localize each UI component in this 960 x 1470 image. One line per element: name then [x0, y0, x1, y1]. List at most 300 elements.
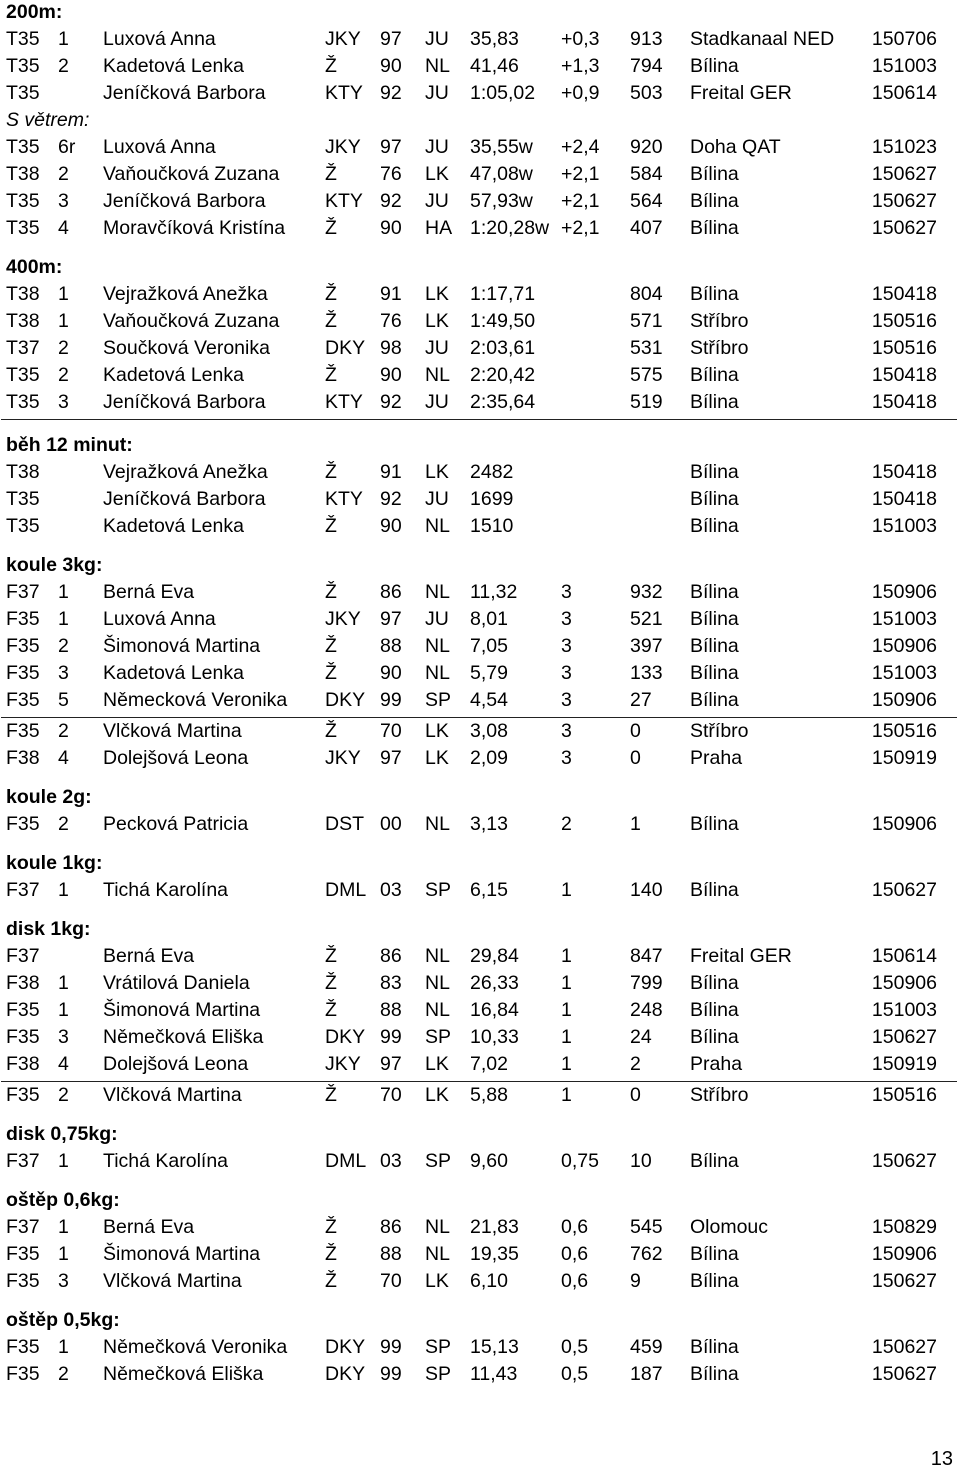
date-cell: 150627 [871, 879, 937, 901]
place-cell: 1 [58, 1243, 69, 1265]
result-row [0, 459, 960, 486]
year-cell: 99 [380, 1336, 402, 1358]
result-cell: 1:17,71 [470, 283, 536, 305]
year-cell: 83 [380, 972, 402, 994]
year-cell: 91 [380, 283, 402, 305]
name-cell: Luxová Anna [103, 136, 216, 158]
class-cell: F35 [6, 999, 40, 1021]
class-cell: T35 [6, 217, 40, 239]
place-cell: 3 [58, 1026, 69, 1048]
result-row [0, 26, 960, 53]
name-cell: Vejražková Anežka [103, 461, 268, 483]
club-cell: KTY [325, 391, 363, 413]
weight-cell: 0,6 [561, 1216, 589, 1238]
venue-cell: Bílina [690, 879, 739, 901]
venue-cell: Bílina [690, 1363, 739, 1385]
year-cell: 92 [380, 391, 402, 413]
result-cell: 2:35,64 [470, 391, 536, 413]
date-cell: 151023 [871, 136, 937, 158]
weight-cell: 1 [561, 945, 572, 967]
result-row [0, 308, 960, 335]
result-row [0, 606, 960, 633]
name-cell: Kadetová Lenka [103, 55, 244, 77]
venue-cell: Bílina [690, 635, 739, 657]
name-cell: Němečková Eliška [103, 1363, 264, 1385]
section-title: koule 2g: [6, 786, 92, 808]
date-cell: 150906 [871, 1243, 937, 1265]
result-row [0, 1051, 960, 1078]
result-cell: 7,02 [470, 1053, 508, 1075]
result-cell: 1:49,50 [470, 310, 536, 332]
category-cell: JU [425, 391, 449, 413]
section-title: disk 1kg: [6, 918, 91, 940]
year-cell: 76 [380, 310, 402, 332]
year-cell: 70 [380, 720, 402, 742]
result-row [0, 970, 960, 997]
place-cell: 4 [58, 1053, 69, 1075]
name-cell: Moravčíková Kristína [103, 217, 286, 239]
weight-cell: 1 [561, 999, 572, 1021]
class-cell: F35 [6, 720, 40, 742]
category-cell: LK [425, 1270, 449, 1292]
club-cell: Ž [325, 1216, 337, 1238]
name-cell: Německová Veronika [103, 689, 288, 711]
class-cell: T35 [6, 391, 40, 413]
points-cell: 2 [630, 1053, 641, 1075]
club-cell: Ž [325, 163, 337, 185]
result-cell: 10,33 [470, 1026, 519, 1048]
points-cell: 913 [630, 28, 663, 50]
points-cell: 397 [630, 635, 663, 657]
year-cell: 88 [380, 635, 402, 657]
place-cell: 1 [58, 972, 69, 994]
result-row [0, 486, 960, 513]
result-cell: 16,84 [470, 999, 519, 1021]
results-section [0, 1121, 960, 1175]
club-cell: Ž [325, 283, 337, 305]
points-cell: 519 [630, 391, 663, 413]
category-cell: HA [425, 217, 453, 239]
date-cell: 150627 [871, 1336, 937, 1358]
result-cell: 35,55w [470, 136, 533, 158]
result-row [0, 1024, 960, 1051]
date-cell: 150627 [871, 217, 937, 239]
category-cell: SP [425, 1363, 452, 1385]
year-cell: 97 [380, 28, 402, 50]
year-cell: 92 [380, 488, 402, 510]
class-cell: T35 [6, 55, 40, 77]
class-cell: T35 [6, 488, 40, 510]
venue-cell: Bílina [690, 163, 739, 185]
result-row [0, 161, 960, 188]
class-cell: F35 [6, 1243, 40, 1265]
results-section [0, 0, 960, 242]
result-cell: 41,46 [470, 55, 519, 77]
club-cell: Ž [325, 635, 337, 657]
date-cell: 150418 [871, 364, 937, 386]
points-cell: 140 [630, 879, 663, 901]
date-cell: 150627 [871, 1363, 937, 1385]
page-number: 13 [930, 1448, 953, 1470]
year-cell: 86 [380, 581, 402, 603]
result-cell: 6,10 [470, 1270, 508, 1292]
venue-cell: Bílina [690, 689, 739, 711]
place-cell: 2 [58, 163, 69, 185]
result-cell: 19,35 [470, 1243, 519, 1265]
club-cell: KTY [325, 488, 363, 510]
year-cell: 76 [380, 163, 402, 185]
results-section [0, 552, 960, 772]
category-cell: LK [425, 1084, 449, 1106]
year-cell: 90 [380, 217, 402, 239]
result-cell: 47,08w [470, 163, 533, 185]
year-cell: 97 [380, 608, 402, 630]
result-row [0, 811, 960, 838]
name-cell: Kadetová Lenka [103, 662, 244, 684]
results-section [0, 432, 960, 540]
class-cell: F35 [6, 1336, 40, 1358]
class-cell: F38 [6, 1053, 40, 1075]
class-cell: F35 [6, 1363, 40, 1385]
venue-cell: Bílina [690, 1243, 739, 1265]
club-cell: DST [325, 813, 364, 835]
result-row [0, 943, 960, 970]
wind-cell: +2,1 [561, 217, 600, 239]
result-row [0, 1082, 960, 1109]
results-section [0, 784, 960, 838]
category-cell: NL [425, 635, 450, 657]
result-cell: 26,33 [470, 972, 519, 994]
class-cell: T38 [6, 283, 40, 305]
weight-cell: 3 [561, 635, 572, 657]
year-cell: 70 [380, 1270, 402, 1292]
points-cell: 1 [630, 813, 641, 835]
date-cell: 150418 [871, 488, 937, 510]
points-cell: 571 [630, 310, 663, 332]
venue-cell: Doha QAT [690, 136, 781, 158]
category-cell: NL [425, 55, 450, 77]
name-cell: Jeníčková Barbora [103, 391, 266, 413]
place-cell: 1 [58, 581, 69, 603]
result-cell: 2482 [470, 461, 514, 483]
club-cell: Ž [325, 999, 337, 1021]
name-cell: Pecková Patricia [103, 813, 249, 835]
place-cell: 4 [58, 217, 69, 239]
club-cell: DKY [325, 1026, 366, 1048]
category-cell: SP [425, 1336, 452, 1358]
result-cell: 11,32 [470, 581, 518, 603]
club-cell: Ž [325, 310, 337, 332]
class-cell: F35 [6, 813, 40, 835]
points-cell: 407 [630, 217, 663, 239]
venue-cell: Bílina [690, 461, 739, 483]
venue-cell: Bílina [690, 488, 739, 510]
wind-cell: +0,9 [561, 82, 600, 104]
venue-cell: Bílina [690, 217, 739, 239]
result-row [0, 660, 960, 687]
place-cell: 3 [58, 391, 69, 413]
category-cell: NL [425, 364, 450, 386]
result-cell: 3,08 [470, 720, 508, 742]
date-cell: 150418 [871, 283, 937, 305]
result-cell: 1:20,28w [470, 217, 550, 239]
result-row [0, 513, 960, 540]
result-row [0, 215, 960, 242]
category-cell: LK [425, 310, 449, 332]
points-cell: 545 [630, 1216, 663, 1238]
place-cell: 2 [58, 364, 69, 386]
class-cell: T35 [6, 136, 40, 158]
club-cell: Ž [325, 217, 337, 239]
category-cell: LK [425, 163, 449, 185]
club-cell: JKY [325, 1053, 361, 1075]
name-cell: Vrátilová Daniela [103, 972, 250, 994]
venue-cell: Stříbro [690, 720, 749, 742]
section-title: oštěp 0,5kg: [6, 1309, 120, 1331]
group-label: S větrem: [6, 109, 90, 131]
club-cell: Ž [325, 1270, 337, 1292]
club-cell: JKY [325, 608, 361, 630]
result-cell: 6,15 [470, 879, 508, 901]
class-cell: F37 [6, 879, 40, 901]
venue-cell: Bílina [690, 190, 739, 212]
wind-cell: +2,1 [561, 190, 600, 212]
weight-cell: 1 [561, 879, 572, 901]
category-cell: NL [425, 1216, 450, 1238]
result-row [0, 53, 960, 80]
class-cell: F35 [6, 1026, 40, 1048]
results-section [0, 850, 960, 904]
results-section [0, 916, 960, 1109]
name-cell: Vlčková Martina [103, 1270, 242, 1292]
result-row [0, 281, 960, 308]
club-cell: Ž [325, 1243, 337, 1265]
result-cell: 2:20,42 [470, 364, 536, 386]
venue-cell: Bílina [690, 391, 739, 413]
points-cell: 0 [630, 720, 641, 742]
result-row [0, 579, 960, 606]
club-cell: Ž [325, 972, 337, 994]
date-cell: 150516 [871, 337, 937, 359]
category-cell: NL [425, 515, 450, 537]
weight-cell: 3 [561, 689, 572, 711]
class-cell: F37 [6, 581, 40, 603]
category-cell: SP [425, 879, 452, 901]
date-cell: 150906 [871, 581, 937, 603]
points-cell: 9 [630, 1270, 641, 1292]
date-cell: 151003 [871, 608, 937, 630]
year-cell: 88 [380, 999, 402, 1021]
class-cell: F35 [6, 1084, 40, 1106]
category-cell: LK [425, 461, 449, 483]
result-cell: 7,05 [470, 635, 508, 657]
category-cell: JU [425, 608, 449, 630]
result-cell: 29,84 [470, 945, 519, 967]
name-cell: Tichá Karolína [103, 1150, 229, 1172]
name-cell: Kadetová Lenka [103, 515, 244, 537]
class-cell: F37 [6, 945, 40, 967]
name-cell: Kadetová Lenka [103, 364, 244, 386]
venue-cell: Bílina [690, 55, 739, 77]
club-cell: Ž [325, 581, 337, 603]
name-cell: Dolejšová Leona [103, 747, 249, 769]
name-cell: Jeníčková Barbora [103, 488, 266, 510]
weight-cell: 3 [561, 662, 572, 684]
date-cell: 150516 [871, 1084, 937, 1106]
venue-cell: Bílina [690, 1336, 739, 1358]
venue-cell: Bílina [690, 515, 739, 537]
name-cell: Berná Eva [103, 1216, 195, 1238]
year-cell: 92 [380, 190, 402, 212]
name-cell: Šimonová Martina [103, 635, 261, 657]
club-cell: KTY [325, 82, 363, 104]
date-cell: 150829 [871, 1216, 937, 1238]
date-cell: 150614 [871, 945, 937, 967]
name-cell: Vaňoučková Zuzana [103, 163, 280, 185]
category-cell: SP [425, 689, 452, 711]
name-cell: Luxová Anna [103, 608, 216, 630]
name-cell: Vejražková Anežka [103, 283, 268, 305]
points-cell: 27 [630, 689, 652, 711]
name-cell: Jeníčková Barbora [103, 82, 266, 104]
wind-cell: +1,3 [561, 55, 600, 77]
category-cell: NL [425, 945, 450, 967]
result-row [0, 997, 960, 1024]
date-cell: 150919 [871, 1053, 937, 1075]
date-cell: 150706 [871, 28, 937, 50]
section-title: běh 12 minut: [6, 434, 133, 456]
place-cell: 1 [58, 1216, 69, 1238]
date-cell: 151003 [871, 515, 937, 537]
section-title: oštěp 0,6kg: [6, 1189, 120, 1211]
date-cell: 150627 [871, 1270, 937, 1292]
club-cell: Ž [325, 461, 337, 483]
category-cell: JU [425, 337, 449, 359]
result-row [0, 134, 960, 161]
date-cell: 150906 [871, 635, 937, 657]
result-cell: 1510 [470, 515, 514, 537]
points-cell: 531 [630, 337, 663, 359]
weight-cell: 1 [561, 972, 572, 994]
club-cell: KTY [325, 190, 363, 212]
venue-cell: Stříbro [690, 1084, 749, 1106]
points-cell: 459 [630, 1336, 663, 1358]
place-cell: 2 [58, 1084, 69, 1106]
name-cell: Luxová Anna [103, 28, 216, 50]
year-cell: 90 [380, 662, 402, 684]
venue-cell: Bílina [690, 662, 739, 684]
name-cell: Němečková Veronika [103, 1336, 288, 1358]
weight-cell: 2 [561, 813, 572, 835]
year-cell: 97 [380, 747, 402, 769]
place-cell: 3 [58, 190, 69, 212]
weight-cell: 3 [561, 608, 572, 630]
venue-cell: Bílina [690, 581, 739, 603]
year-cell: 97 [380, 1053, 402, 1075]
section-title: koule 3kg: [6, 554, 103, 576]
year-cell: 86 [380, 1216, 402, 1238]
points-cell: 932 [630, 581, 663, 603]
venue-cell: Bílina [690, 813, 739, 835]
venue-cell: Praha [690, 1053, 743, 1075]
year-cell: 92 [380, 82, 402, 104]
class-cell: T37 [6, 337, 40, 359]
name-cell: Tichá Karolína [103, 879, 229, 901]
year-cell: 00 [380, 813, 402, 835]
venue-cell: Bílina [690, 999, 739, 1021]
results-section [0, 1307, 960, 1388]
place-cell: 3 [58, 662, 69, 684]
name-cell: Součková Veronika [103, 337, 270, 359]
venue-cell: Bílina [690, 608, 739, 630]
category-cell: NL [425, 813, 450, 835]
year-cell: 86 [380, 945, 402, 967]
result-cell: 57,93w [470, 190, 533, 212]
category-cell: LK [425, 283, 449, 305]
place-cell: 2 [58, 55, 69, 77]
class-cell: T38 [6, 310, 40, 332]
venue-cell: Stříbro [690, 310, 749, 332]
year-cell: 70 [380, 1084, 402, 1106]
class-cell: F38 [6, 747, 40, 769]
class-cell: F35 [6, 635, 40, 657]
date-cell: 150418 [871, 461, 937, 483]
place-cell: 1 [58, 999, 69, 1021]
name-cell: Šimonová Martina [103, 999, 261, 1021]
points-cell: 799 [630, 972, 663, 994]
result-row [0, 335, 960, 362]
class-cell: T35 [6, 515, 40, 537]
name-cell: Němečková Eliška [103, 1026, 264, 1048]
venue-cell: Freital GER [690, 945, 792, 967]
category-cell: NL [425, 1243, 450, 1265]
points-cell: 133 [630, 662, 663, 684]
category-cell: SP [425, 1150, 452, 1172]
points-cell: 794 [630, 55, 663, 77]
place-cell: 1 [58, 310, 69, 332]
category-cell: NL [425, 972, 450, 994]
result-row [0, 877, 960, 904]
results-section [0, 1187, 960, 1295]
points-cell: 804 [630, 283, 663, 305]
result-cell: 1699 [470, 488, 514, 510]
year-cell: 03 [380, 1150, 402, 1172]
category-cell: JU [425, 190, 449, 212]
category-cell: SP [425, 1026, 452, 1048]
weight-cell: 0,5 [561, 1336, 589, 1358]
place-cell: 1 [58, 1150, 69, 1172]
date-cell: 150627 [871, 190, 937, 212]
weight-cell: 3 [561, 720, 572, 742]
class-cell: T35 [6, 364, 40, 386]
result-row [0, 718, 960, 745]
place-cell: 5 [58, 689, 69, 711]
section-title: 200m: [6, 1, 63, 23]
place-cell: 2 [58, 720, 69, 742]
result-cell: 1:05,02 [470, 82, 536, 104]
result-cell: 15,13 [470, 1336, 519, 1358]
name-cell: Jeníčková Barbora [103, 190, 266, 212]
category-cell: LK [425, 720, 449, 742]
results-section [0, 254, 960, 420]
club-cell: DKY [325, 1363, 366, 1385]
result-row [0, 362, 960, 389]
club-cell: DML [325, 1150, 367, 1172]
date-cell: 151003 [871, 55, 937, 77]
name-cell: Šimonová Martina [103, 1243, 261, 1265]
result-cell: 35,83 [470, 28, 519, 50]
category-cell: JU [425, 136, 449, 158]
